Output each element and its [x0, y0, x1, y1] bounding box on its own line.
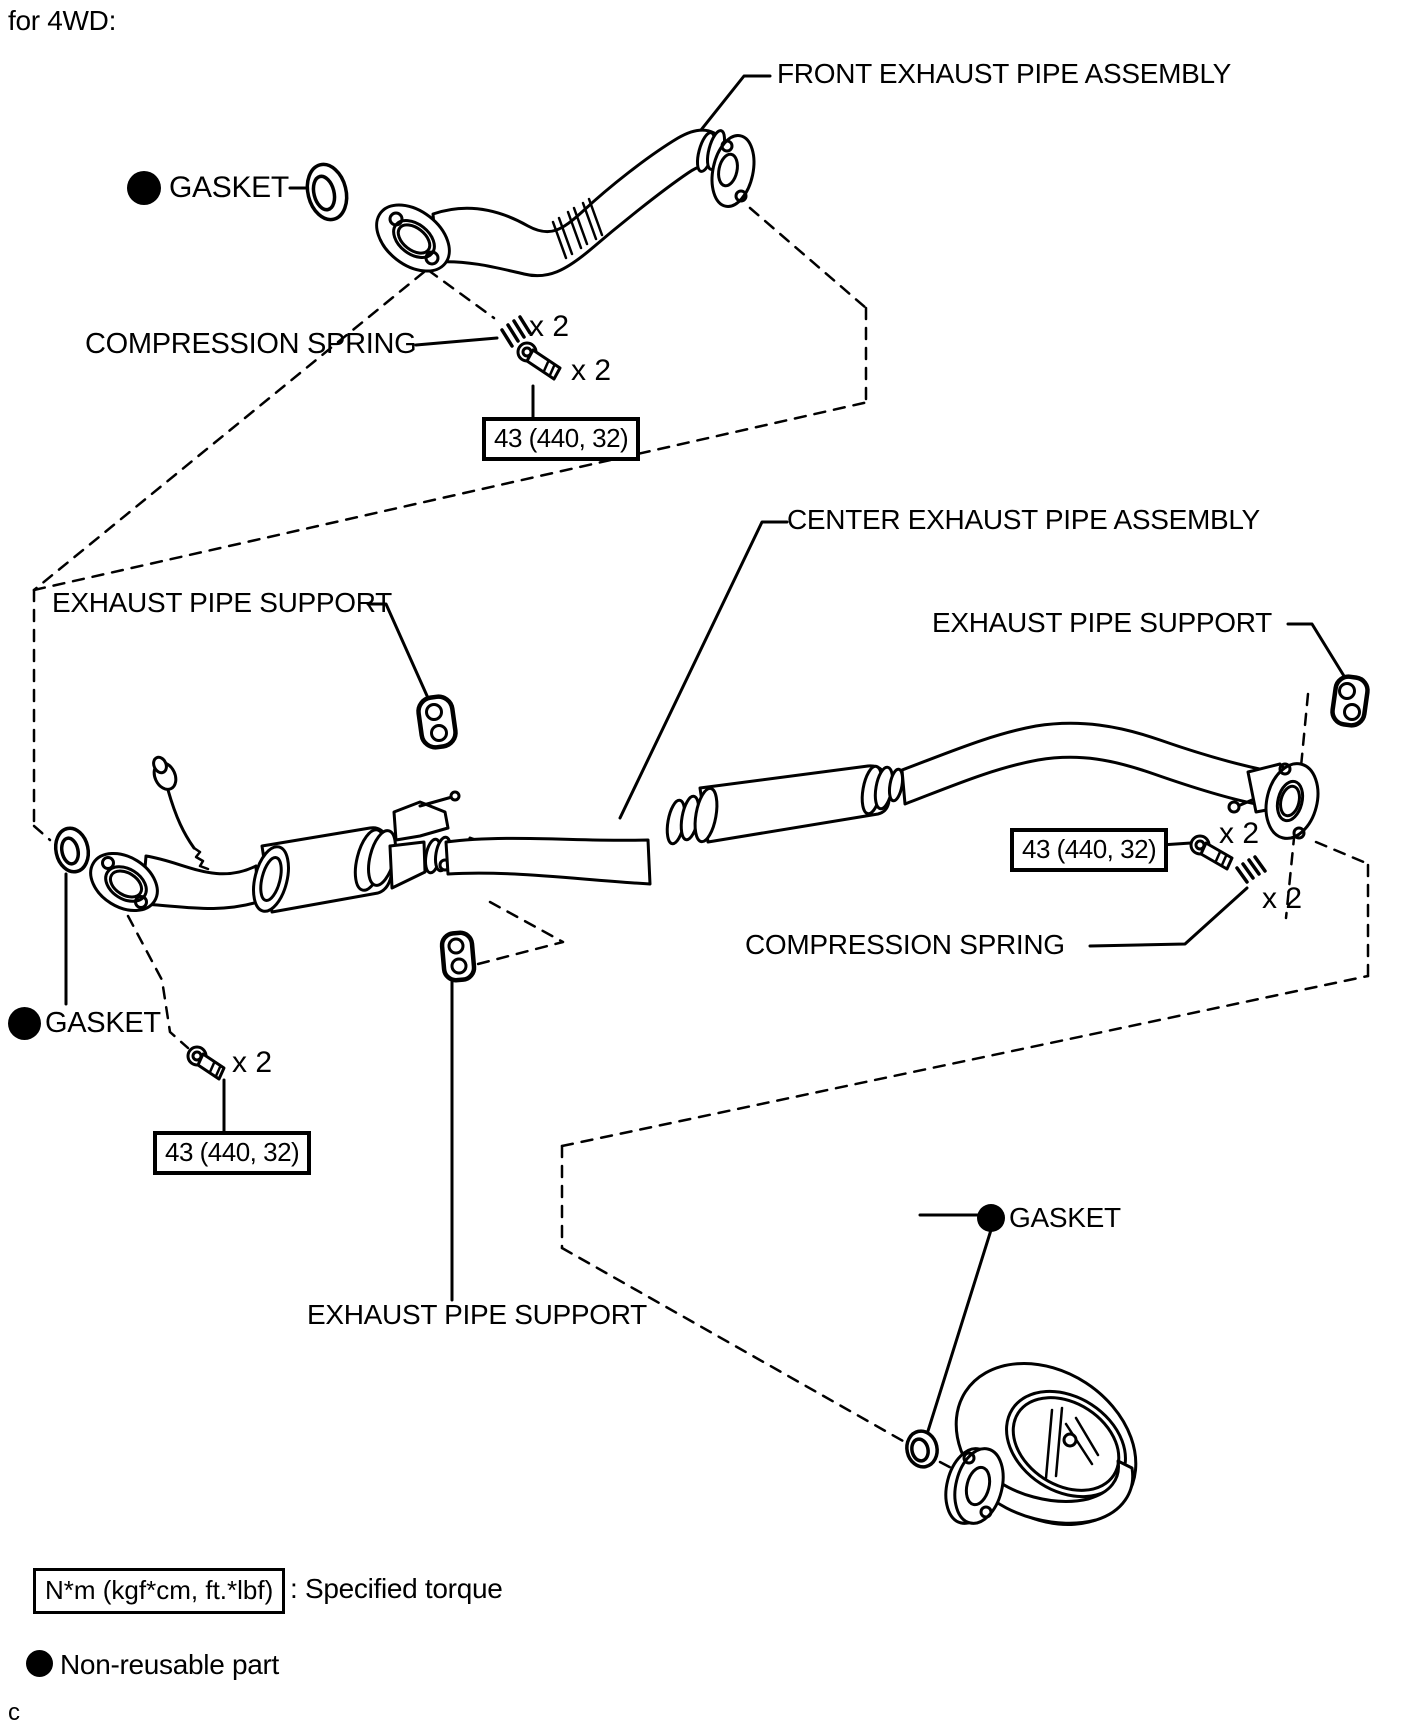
label-exhaust-pipe-support-left: EXHAUST PIPE SUPPORT	[52, 587, 392, 618]
front-exhaust-pipe-art	[302, 129, 760, 285]
label-exhaust-pipe-support-bottom: EXHAUST PIPE SUPPORT	[307, 1299, 647, 1330]
torque-spec-box-center: 43 (440, 32)	[153, 1131, 311, 1175]
page-title: for 4WD:	[8, 5, 117, 36]
qty-front-bolt: x 2	[571, 354, 612, 387]
label-compression-spring-rear: COMPRESSION SPRING	[745, 929, 1065, 960]
label-exhaust-pipe-support-right: EXHAUST PIPE SUPPORT	[932, 607, 1272, 638]
center-exhaust-pipe-art	[52, 723, 1326, 922]
tail-muffler-art	[904, 1330, 1167, 1557]
non-reusable-bullet-icon	[977, 1204, 1005, 1232]
front-gasket-ring	[302, 160, 352, 224]
label-gasket-front: GASKET	[169, 171, 289, 204]
legend-non-reusable-caption: Non-reusable part	[60, 1649, 280, 1680]
qty-front-spring: x 2	[529, 310, 570, 343]
label-center-exhaust-pipe-assembly: CENTER EXHAUST PIPE ASSEMBLY	[787, 504, 1260, 535]
non-reusable-bullet-icon	[8, 1007, 41, 1040]
label-gasket-tail: GASKET	[1009, 1202, 1121, 1233]
rear-compression-spring	[1237, 857, 1265, 882]
qty-center-bolt: x 2	[232, 1046, 273, 1079]
non-reusable-bullet-icon	[26, 1650, 53, 1677]
label-front-exhaust-pipe-assembly: FRONT EXHAUST PIPE ASSEMBLY	[777, 58, 1232, 89]
torque-spec-box-rear: 43 (440, 32)	[1010, 828, 1168, 872]
legend-torque-caption: : Specified torque	[290, 1573, 503, 1604]
label-gasket-center: GASKET	[45, 1007, 161, 1039]
oxygen-sensor	[150, 755, 208, 869]
footer-page-letter: c	[8, 1699, 20, 1726]
qty-rear-spring: x 2	[1262, 882, 1303, 915]
center-gasket-ring	[52, 825, 92, 875]
qty-rear-bolt: x 2	[1219, 817, 1260, 850]
center-bolt	[188, 1047, 224, 1079]
legend-torque-unit-box: N*m (kgf*cm, ft.*lbf)	[33, 1568, 285, 1614]
tail-gasket-ring	[904, 1428, 941, 1469]
front-bolt	[518, 343, 560, 379]
label-compression-spring-front: COMPRESSION SPRING	[85, 328, 417, 360]
non-reusable-bullet-icon	[127, 171, 161, 205]
torque-spec-box-front: 43 (440, 32)	[482, 417, 640, 461]
